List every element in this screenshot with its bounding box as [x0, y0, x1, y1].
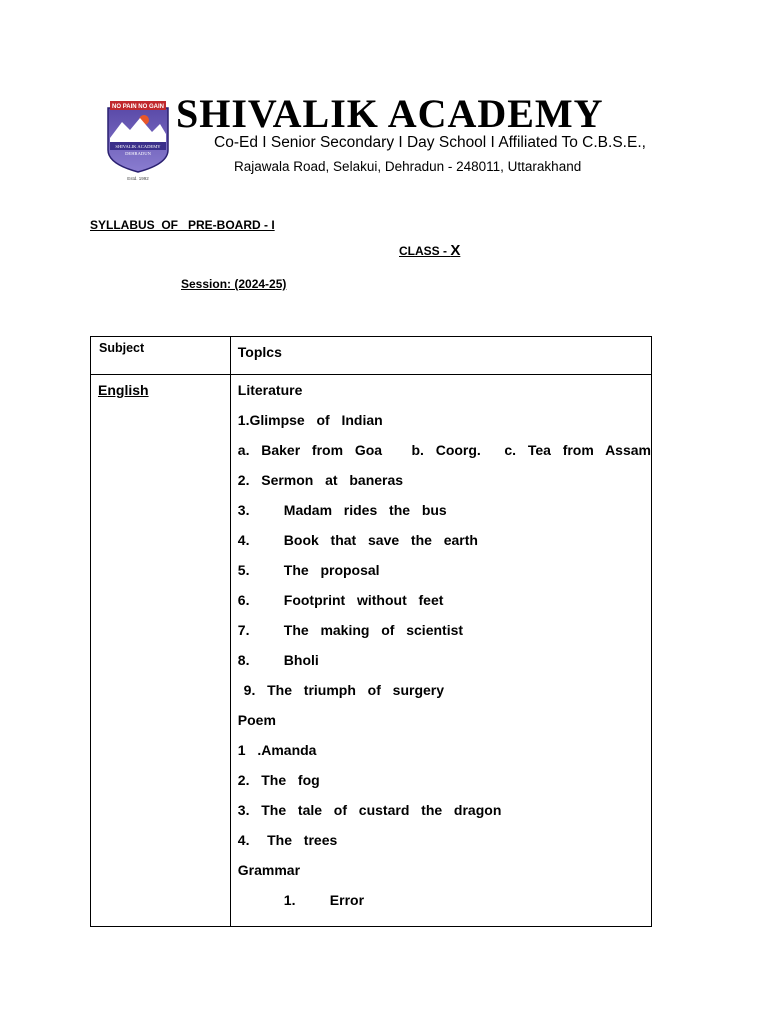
- topic-number: 5.: [237, 562, 250, 578]
- logo-estd: Estd. 1992: [127, 176, 149, 181]
- topic-item: [231, 830, 651, 860]
- school-tagline: Co-Ed I Senior Secondary I Day School I Affiliated To C.B.S.E.,: [214, 134, 646, 151]
- topic-text: Literature: [237, 382, 303, 398]
- class-line: [399, 242, 460, 259]
- topic-item: [231, 500, 651, 530]
- topic-text: Error: [329, 892, 365, 908]
- topic-item: [231, 650, 651, 680]
- topic-item: [231, 620, 651, 650]
- topic-item: [231, 470, 651, 500]
- topic-item: [231, 590, 651, 620]
- topic-item: [231, 380, 651, 410]
- topic-number: 3.: [237, 502, 250, 518]
- header-topics: Toplcs: [230, 337, 651, 375]
- topic-text: The making of scientist: [283, 622, 464, 638]
- school-logo: [104, 98, 172, 182]
- header-subject: Subject: [91, 337, 231, 375]
- topic-text: 9. The triumph of surgery: [237, 682, 445, 698]
- topic-number: 8.: [237, 652, 250, 668]
- topic-item: [231, 710, 651, 740]
- syllabus-table: [90, 336, 652, 927]
- logo-name-line2: DEHRADUN: [125, 151, 151, 156]
- table-row: [91, 375, 652, 927]
- topic-text: 3. The tale of custard the dragon: [237, 802, 502, 818]
- logo-motto: NO PAIN NO GAIN: [112, 104, 164, 110]
- topic-number: 7.: [237, 622, 250, 638]
- topic-text: 2. Sermon at baneras: [237, 472, 404, 488]
- topic-item: [231, 530, 651, 560]
- topic-item: [231, 560, 651, 590]
- topic-text: Book that save the earth: [283, 532, 478, 548]
- topic-text: Madam rides the bus: [283, 502, 447, 518]
- topic-text: 1.Glimpse of Indian: [237, 412, 383, 428]
- topic-text: Footprint without feet: [283, 592, 444, 608]
- topic-item: [231, 680, 651, 710]
- topic-item: [231, 860, 651, 890]
- subject-cell: English: [91, 375, 231, 927]
- topics-cell: [230, 375, 651, 927]
- topic-text: Poem: [237, 712, 276, 728]
- session-label: Session: (2024-25): [181, 277, 287, 291]
- table-header-row: [91, 337, 652, 375]
- topic-number: 1.: [283, 892, 296, 908]
- topic-text: 1 .Amanda: [237, 742, 317, 758]
- topic-number: 4.: [237, 532, 250, 548]
- document-title: SYLLABUS OF PRE-BOARD - I: [90, 218, 275, 232]
- topic-text: a. Baker from Goa b. Coorg. c. Tea from Assam: [237, 442, 651, 458]
- school-address: Rajawala Road, Selakui, Dehradun - 248011, Uttarakhand: [234, 159, 582, 174]
- class-value: X: [450, 242, 461, 259]
- school-name: SHIVALIK ACADEMY: [176, 91, 604, 136]
- topic-text: 4. The trees: [237, 832, 338, 848]
- topic-item: [231, 440, 651, 470]
- topic-text: Grammar: [237, 862, 301, 878]
- topic-item: [231, 770, 651, 800]
- topic-item: [231, 890, 651, 920]
- topic-number: 6.: [237, 592, 250, 608]
- topic-item: [231, 800, 651, 830]
- class-label: CLASS -: [399, 244, 451, 258]
- topic-text: The proposal: [283, 562, 380, 578]
- topic-item: [231, 740, 651, 770]
- topic-list: [231, 380, 651, 890]
- topic-text: 2. The fog: [237, 772, 320, 788]
- topic-text: Bholi: [283, 652, 319, 668]
- logo-name-line1: SHIVALIK ACADEMY: [115, 144, 161, 149]
- topic-item: [231, 410, 651, 440]
